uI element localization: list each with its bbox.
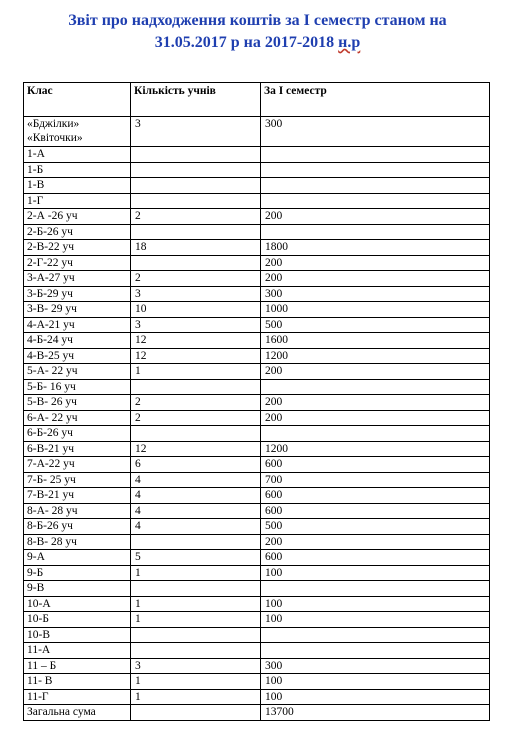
sum-cell: 600 — [261, 503, 490, 519]
table-row — [24, 317, 490, 333]
class-cell: 9-А — [24, 550, 131, 566]
group-count-cell: 3 — [131, 117, 261, 147]
table-row — [24, 426, 490, 442]
table-row — [24, 519, 490, 535]
class-cell: 8-А- 28 уч — [24, 503, 131, 519]
group-class-name-1: «Бджілки» — [27, 118, 80, 130]
count-cell — [131, 379, 261, 395]
class-cell: 3-А-27 уч — [24, 271, 131, 287]
group-sum-cell: 300 — [261, 117, 490, 147]
count-cell: 1 — [131, 612, 261, 628]
sum-cell — [261, 147, 490, 163]
class-cell: 5-Б- 16 уч — [24, 379, 131, 395]
report-title-line2 — [0, 32, 515, 54]
count-cell — [131, 224, 261, 240]
sum-cell: 200 — [261, 271, 490, 287]
class-cell: 6-В-21 уч — [24, 441, 131, 457]
count-cell: 1 — [131, 364, 261, 380]
report-title — [0, 10, 515, 54]
count-cell: 5 — [131, 550, 261, 566]
sum-cell: 1800 — [261, 240, 490, 256]
header-student-count: Кількість учнів — [131, 83, 261, 117]
class-cell: 7-А-22 уч — [24, 457, 131, 473]
count-cell: 3 — [131, 317, 261, 333]
table-row — [24, 162, 490, 178]
class-cell: 3-Б-29 уч — [24, 286, 131, 302]
table-body — [24, 117, 490, 721]
table-row — [24, 534, 490, 550]
sum-cell — [261, 581, 490, 597]
report-title-line1: Звіт про надходження коштів за I семестр станом на — [68, 12, 447, 29]
table-row — [24, 689, 490, 705]
sum-cell — [261, 379, 490, 395]
report-title-year-abbrev: н.р — [338, 34, 361, 51]
count-cell: 1 — [131, 596, 261, 612]
sum-cell: 600 — [261, 457, 490, 473]
count-cell — [131, 147, 261, 163]
sum-cell: 200 — [261, 410, 490, 426]
total-label-cell: Загальна сума — [24, 705, 131, 721]
count-cell: 1 — [131, 674, 261, 690]
count-cell: 4 — [131, 519, 261, 535]
count-cell: 18 — [131, 240, 261, 256]
sum-cell: 200 — [261, 209, 490, 225]
class-cell: 2-Б-26 уч — [24, 224, 131, 240]
sum-cell — [261, 193, 490, 209]
table-row — [24, 550, 490, 566]
sum-cell: 1200 — [261, 348, 490, 364]
table-row — [24, 581, 490, 597]
count-cell: 10 — [131, 302, 261, 318]
class-cell: 4-Б-24 уч — [24, 333, 131, 349]
table-row — [24, 643, 490, 659]
table-row — [24, 193, 490, 209]
sum-cell: 100 — [261, 596, 490, 612]
count-cell — [131, 643, 261, 659]
count-cell — [131, 627, 261, 643]
report-title-date: 31.05.2017 р на 2017-2018 — [154, 34, 339, 51]
table-row-group — [24, 117, 490, 147]
class-cell: 8-В- 28 уч — [24, 534, 131, 550]
count-cell — [131, 581, 261, 597]
sum-cell: 100 — [261, 674, 490, 690]
sum-cell: 200 — [261, 534, 490, 550]
count-cell: 2 — [131, 395, 261, 411]
table-header-row — [24, 83, 490, 117]
table-row — [24, 271, 490, 287]
sum-cell: 600 — [261, 550, 490, 566]
table-row — [24, 333, 490, 349]
table-row — [24, 240, 490, 256]
class-cell: 7-В-21 уч — [24, 488, 131, 504]
count-cell — [131, 534, 261, 550]
count-cell — [131, 426, 261, 442]
class-cell: 1-А — [24, 147, 131, 163]
table-row — [24, 472, 490, 488]
count-cell: 12 — [131, 348, 261, 364]
table-row — [24, 147, 490, 163]
class-cell: 4-В-25 уч — [24, 348, 131, 364]
sum-cell — [261, 643, 490, 659]
table-row — [24, 178, 490, 194]
count-cell: 2 — [131, 209, 261, 225]
class-cell: 2-В-22 уч — [24, 240, 131, 256]
sum-cell — [261, 627, 490, 643]
class-cell: 5-А- 22 уч — [24, 364, 131, 380]
sum-cell — [261, 178, 490, 194]
funds-table — [23, 82, 490, 721]
count-cell — [131, 178, 261, 194]
sum-cell: 300 — [261, 658, 490, 674]
class-cell: 2-Г-22 уч — [24, 255, 131, 271]
count-cell: 3 — [131, 658, 261, 674]
table-row — [24, 627, 490, 643]
table-row — [24, 364, 490, 380]
class-cell: 8-Б-26 уч — [24, 519, 131, 535]
sum-cell — [261, 162, 490, 178]
count-cell: 12 — [131, 441, 261, 457]
table-row — [24, 348, 490, 364]
table-row — [24, 410, 490, 426]
class-cell: 1-Г — [24, 193, 131, 209]
sum-cell — [261, 224, 490, 240]
table-row — [24, 596, 490, 612]
table-row — [24, 658, 490, 674]
table-row — [24, 457, 490, 473]
sum-cell — [261, 426, 490, 442]
table-row — [24, 441, 490, 457]
class-cell: 9-Б — [24, 565, 131, 581]
table-row — [24, 255, 490, 271]
class-cell: 5-В- 26 уч — [24, 395, 131, 411]
count-cell: 3 — [131, 286, 261, 302]
table-row — [24, 503, 490, 519]
class-cell: 10-В — [24, 627, 131, 643]
class-cell: 2-А -26 уч — [24, 209, 131, 225]
table-row-total — [24, 705, 490, 721]
table-row — [24, 674, 490, 690]
class-cell: 10-А — [24, 596, 131, 612]
sum-cell: 1000 — [261, 302, 490, 318]
count-cell: 12 — [131, 333, 261, 349]
class-cell: 1-Б — [24, 162, 131, 178]
count-cell — [131, 255, 261, 271]
count-cell: 4 — [131, 488, 261, 504]
class-cell: 3-В- 29 уч — [24, 302, 131, 318]
sum-cell: 500 — [261, 519, 490, 535]
sum-cell: 100 — [261, 689, 490, 705]
sum-cell: 700 — [261, 472, 490, 488]
class-cell: 10-Б — [24, 612, 131, 628]
sum-cell: 100 — [261, 565, 490, 581]
count-cell: 4 — [131, 503, 261, 519]
sum-cell: 500 — [261, 317, 490, 333]
total-count-cell — [131, 705, 261, 721]
class-cell: 6-А- 22 уч — [24, 410, 131, 426]
header-semester-sum: За I семестр — [261, 83, 490, 117]
total-sum-cell: 13700 — [261, 705, 490, 721]
table-row — [24, 209, 490, 225]
table-row — [24, 565, 490, 581]
table-row — [24, 379, 490, 395]
class-cell: 7-Б- 25 уч — [24, 472, 131, 488]
count-cell: 2 — [131, 271, 261, 287]
count-cell: 4 — [131, 472, 261, 488]
header-class: Клас — [24, 83, 131, 117]
sum-cell: 1200 — [261, 441, 490, 457]
class-cell: 6-Б-26 уч — [24, 426, 131, 442]
table-row — [24, 302, 490, 318]
class-cell: 4-А-21 уч — [24, 317, 131, 333]
class-cell: 11- В — [24, 674, 131, 690]
table-row — [24, 224, 490, 240]
sum-cell: 600 — [261, 488, 490, 504]
count-cell: 1 — [131, 565, 261, 581]
sum-cell: 200 — [261, 364, 490, 380]
class-cell: 11-А — [24, 643, 131, 659]
count-cell: 6 — [131, 457, 261, 473]
sum-cell: 300 — [261, 286, 490, 302]
sum-cell: 200 — [261, 395, 490, 411]
count-cell: 1 — [131, 689, 261, 705]
class-cell: 11-Г — [24, 689, 131, 705]
table-row — [24, 488, 490, 504]
group-class-name-2: «Квіточки» — [27, 132, 83, 144]
table-row — [24, 286, 490, 302]
count-cell: 2 — [131, 410, 261, 426]
table-row — [24, 612, 490, 628]
group-class-cell — [24, 117, 131, 147]
table-row — [24, 395, 490, 411]
sum-cell: 200 — [261, 255, 490, 271]
class-cell: 11 – Б — [24, 658, 131, 674]
class-cell: 1-В — [24, 178, 131, 194]
sum-cell: 1600 — [261, 333, 490, 349]
count-cell — [131, 193, 261, 209]
sum-cell: 100 — [261, 612, 490, 628]
count-cell — [131, 162, 261, 178]
class-cell: 9-В — [24, 581, 131, 597]
